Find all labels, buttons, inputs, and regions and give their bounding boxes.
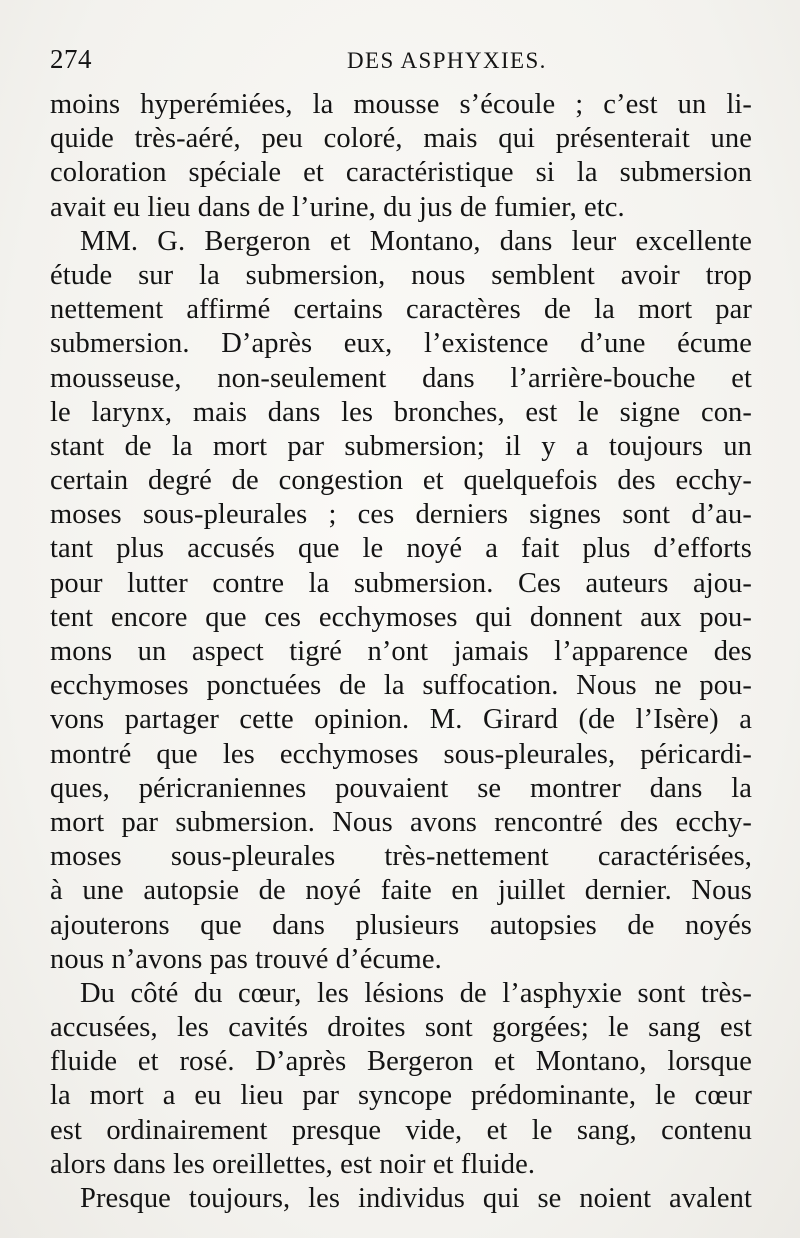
text-line: Du côté du cœur, les lésions de l’asphyxie sont très- (80, 977, 752, 1009)
text-line: ecchymoses ponctuées de la suffocation. Nous ne pou- (50, 670, 752, 702)
text-line: quide très-aéré, peu coloré, mais qui présenterait une (50, 123, 752, 155)
text-line: MM. G. Bergeron et Montano, dans leur excellente (80, 225, 752, 257)
text-line: stant de la mort par submersion; il y a toujours un (50, 430, 752, 462)
text-line: Presque toujours, les individus qui se noient avalent (80, 1183, 752, 1214)
text-line: moins hyperémiées, la mousse s’écoule ; c’est un li- (50, 89, 752, 120)
running-head: DES ASPHYXIES. (347, 48, 547, 73)
text-line: vons partager cette opinion. M. Girard (de l’Isère) a (50, 704, 752, 736)
page-number: 274 (50, 44, 92, 74)
text-line: le larynx, mais dans les bronches, est le signe con- (50, 396, 752, 428)
text-line: alors dans les oreillettes, est noir et fluide. (50, 1148, 536, 1180)
text-line: mort par submersion. Nous avons rencontré des ecchy- (50, 806, 752, 838)
text-line: avait eu lieu dans de l’urine, du jus de fumier, etc. (50, 191, 625, 223)
text-line: fluide et rosé. D’après Bergeron et Montano, lorsque (50, 1046, 752, 1078)
text-line: coloration spéciale et caractéristique si la submersion (50, 157, 752, 189)
text-line: tant plus accusés que le noyé a fait plus d’efforts (50, 533, 752, 565)
text-line: ajouterons que dans plusieurs autopsies de noyés (50, 909, 752, 941)
text-line: la mort a eu lieu par syncope prédominante, le cœur (50, 1080, 752, 1112)
text-line: mousseuse, non-seulement dans l’arrière-bouche et (50, 362, 752, 394)
text-line: accusées, les cavités droites sont gorgées; le sang est (50, 1012, 752, 1044)
text-line: tent encore que ces ecchymoses qui donnent aux pou- (50, 601, 752, 633)
text-line: moses sous-pleurales ; ces derniers signes sont d’au- (50, 499, 752, 531)
page-header (50, 44, 750, 84)
text-line: mons un aspect tigré n’ont jamais l’apparence des (50, 636, 752, 667)
text-line: nettement affirmé certains caractères de la mort par (50, 294, 752, 326)
text-line: ques, péricraniennes pouvaient se montrer dans la (50, 772, 752, 804)
text-line: étude sur la submersion, nous semblent avoir trop (50, 259, 752, 291)
page-body (50, 88, 752, 1216)
text-line: à une autopsie de noyé faite en juillet dernier. Nous (50, 875, 752, 907)
text-line: pour lutter contre la submersion. Ces auteurs ajou- (50, 567, 752, 599)
text-line: nous n’avons pas trouvé d’écume. (50, 943, 442, 975)
text-line: est ordinairement presque vide, et le sang, contenu (50, 1114, 752, 1146)
text-line: certain degré de congestion et quelquefois des ecchy- (50, 465, 752, 497)
text-line: montré que les ecchymoses sous-pleurales, péricardi- (50, 738, 752, 770)
text-line: submersion. D’après eux, l’existence d’une écume (50, 328, 752, 360)
text-line: moses sous-pleurales très-nettement caractérisées, (50, 841, 752, 873)
